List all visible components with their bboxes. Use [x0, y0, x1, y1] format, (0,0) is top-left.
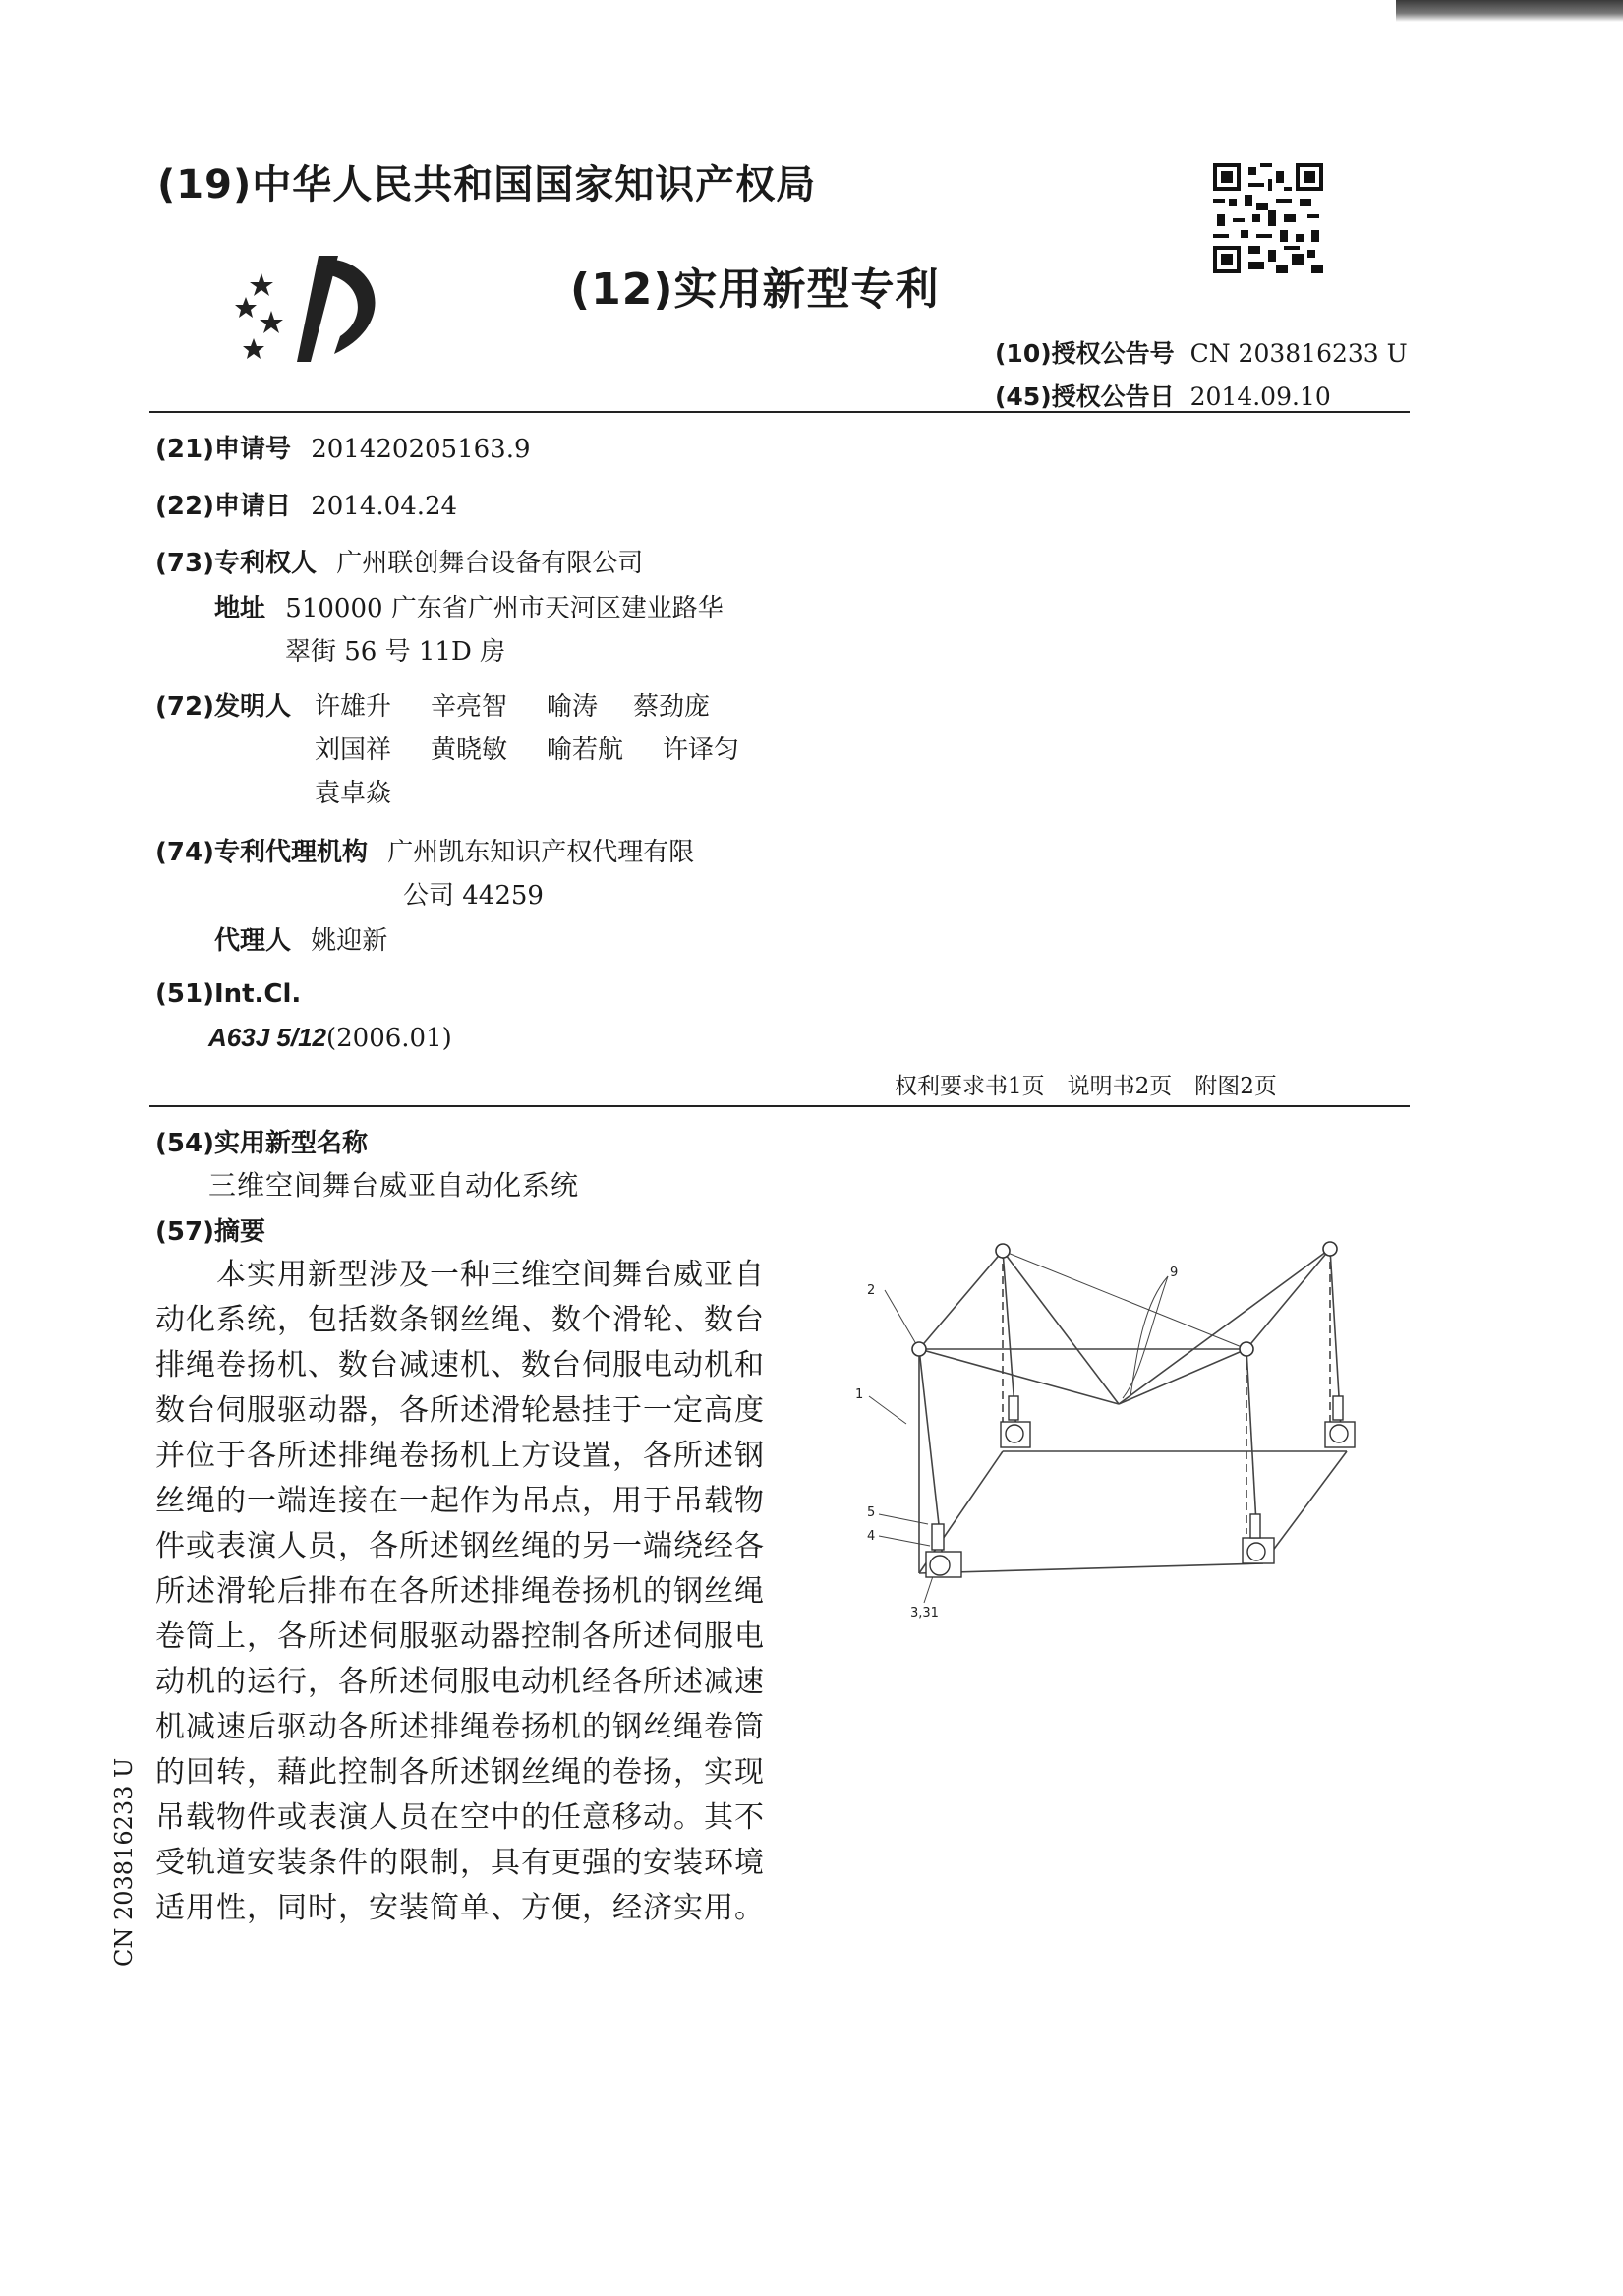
inventor: 许雄升 — [315, 692, 392, 722]
abstract-label: (57)摘要 — [155, 1217, 265, 1247]
inventors-label: (72)发明人 — [155, 692, 291, 722]
document-type: (12)实用新型专利 — [570, 265, 940, 315]
pub-number-row — [995, 334, 1408, 370]
application-number — [155, 429, 531, 465]
inventor: 袁卓焱 — [315, 779, 392, 808]
leader-line — [879, 1514, 928, 1524]
scan-edge — [1396, 0, 1623, 22]
patentee — [155, 543, 643, 579]
inventors-row1 — [315, 686, 710, 723]
pages-note: 权利要求书1页 说明书2页 附图2页 — [895, 1074, 1277, 1099]
figure-label: 1 — [855, 1387, 864, 1402]
title-label: (54)实用新型名称 — [155, 1129, 368, 1158]
inventor: 喻涛 — [547, 692, 599, 722]
floor-line — [1263, 1451, 1347, 1563]
app-date-label: (22)申请日 — [155, 492, 291, 521]
utility-model-title: 三维空间舞台威亚自动化系统 — [208, 1169, 580, 1202]
system-figure — [845, 1229, 1376, 1642]
figure-label: 9 — [1170, 1266, 1179, 1280]
int-cl — [155, 979, 301, 1009]
pub-number: CN 203816233 U — [1189, 339, 1408, 368]
patentee-value: 广州联创舞台设备有限公司 — [336, 549, 644, 578]
address — [214, 588, 724, 624]
address-label: 地址 — [214, 594, 266, 623]
title-heading — [155, 1123, 368, 1159]
int-cl-code: A63J 5/12 — [208, 1023, 326, 1052]
inventors — [155, 686, 291, 723]
qr-code-icon — [1213, 163, 1323, 273]
app-date-value: 2014.04.24 — [311, 492, 458, 521]
agency-line2: 公司 44259 — [403, 881, 544, 911]
agency-label: (74)专利代理机构 — [155, 838, 368, 867]
pulley-icon — [1323, 1242, 1337, 1256]
agency — [155, 832, 694, 868]
int-cl-code-row — [208, 1023, 452, 1053]
leader-line — [885, 1290, 919, 1349]
figure-label: 3,31 — [910, 1606, 939, 1620]
bib-divider — [149, 1105, 1410, 1107]
int-cl-label: (51)Int.Cl. — [155, 979, 302, 1009]
office-name: (19)中华人民共和国国家知识产权局 — [157, 162, 817, 207]
pulley-icon — [912, 1342, 926, 1356]
inventor: 许译匀 — [663, 736, 740, 765]
address-line1: 510000 广东省广州市天河区建业路华 — [285, 594, 724, 623]
inventor: 蔡劲庞 — [633, 692, 711, 722]
inventor: 喻若航 — [547, 736, 624, 765]
inventors-row3 — [315, 773, 391, 809]
pulley-icon — [996, 1244, 1010, 1258]
figure-label: 2 — [867, 1283, 876, 1298]
pub-date-label: (45)授权公告日 — [995, 383, 1175, 411]
address-line2: 翠街 56 号 11D 房 — [285, 637, 506, 667]
winch-icon — [1001, 1396, 1030, 1447]
int-cl-year: (2006.01) — [325, 1024, 452, 1053]
cnipa-logo-icon — [232, 254, 389, 370]
leader-line — [1123, 1276, 1168, 1398]
header-divider — [149, 411, 1410, 413]
pulley-icon — [1240, 1342, 1253, 1356]
winch-icon — [1243, 1514, 1274, 1563]
pub-number-label: (10)授权公告号 — [995, 339, 1175, 368]
agent — [214, 920, 387, 957]
abstract-text: 本实用新型涉及一种三维空间舞台威亚自动化系统，包括数条钢丝绳、数个滑轮、数台排绳卷扬机、数台减速机、数台伺服电动机和数台伺服驱动器，各所述滑轮悬挂于一定高度并位于各所述排绳卷扬机上方设置，各所述钢丝绳的一端连接在一起作为吊点，用于吊载物件或表演人员，各所述钢丝绳的另一端绕经各所述滑轮后排布在各所述排绳卷扬机的钢丝绳卷筒上，各所述伺服驱动器控制各所述伺服电动机的运行，各所述伺服电动机经各所述减速机减速后驱动各所述排绳卷扬机的钢丝绳卷筒的回转，藉此控制各所述钢丝绳的卷扬，实现吊载物件或表演人员在空中的任意移动。其不受轨道安装条件的限制，具有更强的安装环境适用性，同时，安装简单、方便，经济实用。 — [155, 1258, 765, 1925]
inventor: 黄晓敏 — [431, 736, 508, 765]
inventor: 刘国祥 — [315, 736, 392, 765]
frame-line — [919, 1251, 1003, 1349]
figure-label: 4 — [867, 1529, 876, 1544]
patentee-label: (73)专利权人 — [155, 549, 317, 578]
leader-line — [879, 1536, 930, 1546]
inventors-row2 — [315, 730, 739, 766]
agent-label: 代理人 — [214, 926, 292, 956]
rope-line — [1119, 1249, 1330, 1404]
agency-line1: 广州凯东知识产权代理有限 — [387, 838, 695, 867]
figure-label: 5 — [867, 1505, 876, 1520]
side-pub-number: CN 203816233 U — [110, 1757, 138, 1967]
frame-line — [1246, 1249, 1330, 1349]
leader-line — [869, 1396, 906, 1424]
application-date — [155, 486, 457, 522]
winch-icon — [926, 1524, 961, 1577]
abstract-heading — [155, 1211, 265, 1248]
pub-date: 2014.09.10 — [1189, 383, 1331, 411]
pub-date-row — [995, 378, 1331, 413]
floor-line — [919, 1563, 1263, 1573]
app-no-value: 201420205163.9 — [311, 435, 531, 464]
agent-value: 姚迎新 — [311, 926, 388, 956]
app-no-label: (21)申请号 — [155, 435, 291, 464]
inventor: 辛亮智 — [431, 692, 508, 722]
